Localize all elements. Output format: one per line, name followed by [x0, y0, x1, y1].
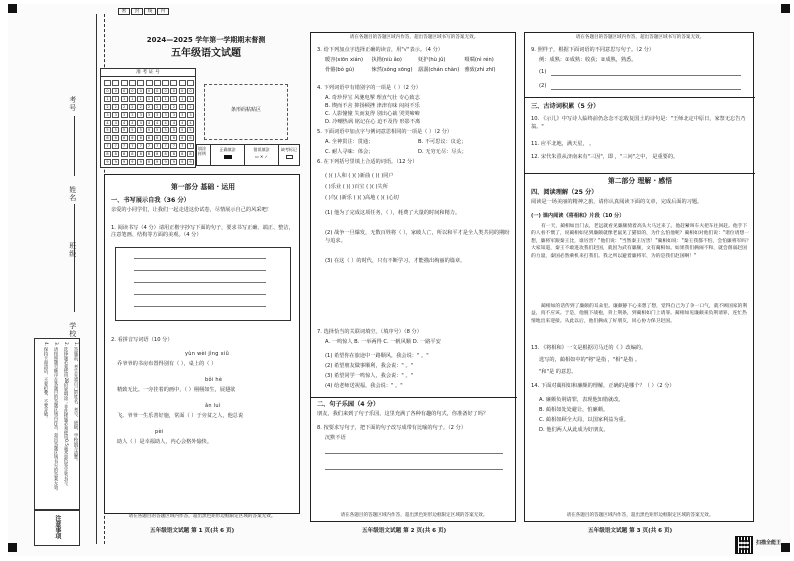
q3-option[interactable]: 嗫嚅(nì rén) [464, 57, 494, 63]
col2-banner-top: 请在各题目的答题区域内作答，超出答题区域书写的答案无效。 [349, 35, 479, 40]
col3-footer: 五年级语文试题 第 3 页(共 6 页) [588, 528, 673, 534]
q3-option[interactable]: 悚然(sǒng sōng) [371, 66, 413, 73]
q8-text: 8. 按要求写句子，把下面的句子改写成带有比喻的句子。（2 分） [317, 425, 467, 431]
admission-bubble[interactable]: 3 [129, 112, 136, 118]
admission-bubble[interactable]: 5 [129, 127, 136, 133]
admission-bubble[interactable]: 8 [104, 151, 111, 157]
q1-writing-box[interactable] [115, 247, 291, 321]
q5-option[interactable]: C. 耐人寻味：体会； [325, 148, 374, 155]
blank-class[interactable] [74, 262, 75, 312]
notice-line: 3. 请按照题号顺序在各题目的答题区域内作答，超出答题区域书写的答案无效。 [53, 342, 58, 494]
admission-bubble[interactable]: 2 [146, 104, 153, 110]
admission-bubble[interactable]: 3 [104, 112, 111, 118]
admission-bubble[interactable]: 1 [170, 96, 177, 102]
admission-bubble[interactable]: 2 [112, 104, 119, 110]
label-school: 学校 [68, 322, 77, 338]
q13-line-3[interactable]: "和"是 的意思。 [539, 369, 577, 375]
q8-sub: 沉默不语 [325, 435, 346, 441]
admission-bubble[interactable]: 9 [146, 159, 153, 165]
q3-option[interactable]: 潺潺(chán chàn) [418, 66, 460, 73]
q9-line-2: (2) [539, 83, 547, 89]
q4-option[interactable]: D. 冷嘲热讽 铭记在心 迫不及待 形影不离 [325, 119, 421, 125]
admission-bubble[interactable]: 4 [129, 120, 136, 126]
q14-option[interactable]: B. 蔺相如处处避让，怕廉颇。 [539, 407, 609, 413]
admission-bubble[interactable] [170, 80, 177, 86]
exam-sheet [8, 4, 790, 556]
q4-option[interactable]: B. 锲而不舍 抑扬顿挫 津津有味 闷闷不乐 [325, 103, 420, 109]
admission-bubble[interactable]: 5 [137, 127, 144, 133]
corner-mark [8, 543, 17, 552]
fill-correct [211, 145, 245, 165]
admission-bubble[interactable]: 8 [162, 151, 169, 157]
admission-bubble[interactable]: 5 [170, 127, 177, 133]
admission-bubble[interactable]: 6 [146, 135, 153, 141]
q7-text: 7. 选择恰当的关联词填空。（填序号）（8 分） [317, 329, 422, 335]
admission-bubble[interactable]: 4 [187, 120, 194, 126]
admission-bubble[interactable]: 9 [129, 159, 136, 165]
admission-bubble[interactable]: 9 [121, 159, 128, 165]
label-class: 班级 [68, 242, 77, 258]
admission-bubble[interactable]: 7 [121, 143, 128, 149]
admission-bubble[interactable]: 3 [137, 112, 144, 118]
admission-bubble[interactable]: 8 [187, 151, 194, 157]
fill-example-table [196, 144, 300, 166]
passage-text-2: 蔺相如的话传到了廉颇的耳朵里。廉颇静下心来想了想，觉得自己为了争一口气，就不顾国家的利益，真不应该。于是，他脱下战袍，背上荆条，到蔺相如门上请罪。蔺相如见廉颇来负荆请罪，连忙热情地出来迎接。从此以后，他们俩成了好朋友，同心协力保卫赵国。 [531, 304, 748, 324]
seal-cell: 密 [118, 8, 130, 15]
seal-cell: 封 [131, 8, 143, 15]
admission-bubble[interactable]: 3 [112, 112, 119, 118]
admission-bubble[interactable]: 7 [187, 143, 194, 149]
col2-footer: 五年级语文试题 第 2 页(共 6 页) [362, 528, 447, 534]
q2-line-3: 飞。爷爷一生乐善好施，常面（ ）于旁贫之人，他总说 [117, 413, 244, 419]
writing-line [134, 306, 266, 307]
notice-line: 1. 答题前，考生先将自己的姓名、考号、班级、学校填写清楚。 [73, 342, 78, 464]
admission-bubble[interactable]: 7 [112, 143, 119, 149]
seal-cells [118, 8, 169, 15]
q3-option[interactable]: 雅致(zhì zhī) [464, 66, 496, 73]
q2-line-2: 精致无比。一旁挂着的画中，（ ）栩栩如生，展翅欲 [117, 387, 236, 393]
notice-line: 2. 选择题必须使用2B铅笔填涂；非选择题必须使用0.5毫米黑色签字笔书写。 [63, 342, 68, 489]
admission-bubble[interactable]: 0 [112, 88, 119, 94]
admission-bubble[interactable]: 7 [104, 143, 111, 149]
fill-correct-label: 正确填涂 [219, 147, 236, 152]
admission-bubble[interactable]: 1 [162, 96, 169, 102]
admission-bubble[interactable]: 9 [154, 159, 161, 165]
q3-text: 3. 给下列加点字选择正确的读音，用"√"表示。（4 分） [317, 47, 443, 53]
q8-answer-line[interactable] [325, 469, 503, 470]
admission-bubble[interactable]: 0 [121, 88, 128, 94]
admission-bubble[interactable]: 7 [137, 143, 144, 149]
col2-divider [311, 397, 517, 398]
admission-bubble[interactable]: 3 [187, 112, 194, 118]
q12-text: 12. 宋代朱熹从济南来有"三因"，即 ，"三问"之中， 是重要的。 [531, 154, 679, 160]
corner-mark [781, 543, 790, 552]
admission-bubble[interactable]: 3 [121, 112, 128, 118]
q6-row[interactable]: ( )鸟( )新乐 ( )( )高地 ( )( )心切 [325, 195, 399, 201]
admission-bubble[interactable]: 0 [146, 88, 153, 94]
q6-sentence-1[interactable]: (1) 他为了完成这项任务，（ ），耗费了大量的时间和精力。 [325, 210, 461, 216]
admission-bubble[interactable]: 5 [162, 127, 169, 133]
admission-bubble[interactable]: 3 [170, 112, 177, 118]
col3-divider [525, 173, 755, 174]
q2-line-4: 助人（ ）是幸福助人，内心会格外愉快。 [117, 439, 213, 445]
column-2 [310, 32, 516, 522]
admission-bubble[interactable]: 4 [104, 120, 111, 126]
col3-banner: 请在各题目的答题区域内作答，超出黑色矩形边框限定区域的答案无效。 [566, 513, 714, 518]
pinyin-3: ǎn luì [205, 403, 221, 409]
admission-bubble[interactable]: 2 [121, 104, 128, 110]
admission-bubble[interactable]: 4 [137, 120, 144, 126]
q14-options [539, 395, 629, 435]
blank-exam-number[interactable] [74, 116, 75, 176]
admission-bubble[interactable]: 8 [112, 151, 119, 157]
binding-line [96, 14, 97, 544]
admission-bubble[interactable] [121, 80, 128, 86]
admission-bubble[interactable]: 7 [129, 143, 136, 149]
admission-bubble[interactable]: 4 [154, 120, 161, 126]
q14-option[interactable]: C. 蔺相如顾全大局，以国家利益为重。 [539, 417, 629, 423]
reading-intro: 阅读是一场美丽的精神之旅，请你认真阅读下面的文章，完成后面的习题。 [531, 199, 703, 205]
admission-bubble[interactable]: 0 [179, 88, 186, 94]
admission-bubble[interactable]: 6 [104, 135, 111, 141]
qr-caption: 扫描全能王 [756, 540, 782, 546]
label-name: 姓名 [68, 186, 77, 202]
q8-answer-line[interactable] [325, 453, 503, 454]
absent-box[interactable] [286, 155, 293, 159]
writing-line [134, 270, 266, 271]
part2-title: 第二部分 理解 · 感悟 [607, 177, 673, 185]
section2-intro: 朋友，我们来到了句子乐园，这里充满了各种有趣的句式，你准备好了吗？ [317, 411, 489, 417]
q3-option[interactable]: 骨骼(bó gú) [325, 66, 355, 73]
admission-bubble[interactable]: 8 [146, 151, 153, 157]
admission-bubble[interactable] [129, 80, 136, 86]
col1-answer-box [104, 174, 300, 514]
admission-bubble[interactable]: 2 [137, 104, 144, 110]
admission-bubble[interactable]: 4 [121, 120, 128, 126]
part1-title: 第一部分 基础 · 运用 [170, 183, 236, 191]
admission-bubble[interactable]: 2 [154, 104, 161, 110]
admission-bubble[interactable]: 7 [146, 143, 153, 149]
admission-bubble[interactable]: 9 [179, 159, 186, 165]
admission-bubble[interactable]: 2 [170, 104, 177, 110]
q3-option[interactable]: 暖容(xiōn xián) [325, 57, 364, 63]
column-1 [106, 8, 300, 522]
wrong-marks: ▭ ✕ ✓ [254, 154, 269, 159]
admission-bubble[interactable]: 4 [179, 120, 186, 126]
admission-bubble[interactable]: 0 [104, 88, 111, 94]
q10-text: 10. 《示儿》中写诗人临终前仍念念不忘收复国土的诗句是："王师北定中原日，家祭无忘告乃翁。" [531, 116, 746, 130]
admission-bubble[interactable]: 5 [112, 127, 119, 133]
qr-code [735, 536, 753, 554]
admission-bubble[interactable]: 1 [104, 96, 111, 102]
admission-bubble[interactable]: 6 [179, 135, 186, 141]
admission-bubble[interactable]: 7 [162, 143, 169, 149]
admission-bubble[interactable]: 6 [187, 135, 194, 141]
admission-bubble[interactable]: 9 [162, 159, 169, 165]
q14-option[interactable]: A. 廉颇负荆请罪，表现他知错就改。 [539, 397, 624, 403]
corner-mark [781, 4, 790, 13]
barcode-area [204, 84, 288, 140]
q6-row[interactable]: ( )( )人和 ( )( )新曲 ( )( )同户 [325, 173, 394, 179]
q14-text: 14. 下面对蔺相如和廉颇的理解，正确的是哪个？（ ）（2 分） [531, 383, 675, 389]
q3-option[interactable]: 妩护(hù jǔ) [418, 57, 446, 63]
q7-item[interactable]: (1) 希望你在旅途中一路顺风，我会说：" 。" [325, 353, 429, 359]
admission-bubble[interactable] [154, 80, 161, 86]
pinyin-2: bǒi hè [205, 377, 223, 383]
col1-footer: 五年级语文试题 第 1 页(共 6 页) [150, 528, 235, 534]
admission-bubble[interactable]: 4 [112, 120, 119, 126]
q9-example: 例：成熟：①成熟：收获；②成熟，熟悉。 [539, 57, 637, 63]
q9-line-1: (1) [539, 69, 547, 75]
admission-bubble[interactable]: 9 [187, 159, 194, 165]
q9-answer-line[interactable] [551, 75, 741, 76]
admission-bubble[interactable]: 3 [146, 112, 153, 118]
q5-option[interactable]: B. 不可思议：议论； [418, 139, 467, 145]
admission-bubble[interactable]: 5 [121, 127, 128, 133]
admission-bubble[interactable]: 8 [137, 151, 144, 157]
q7-item[interactable]: (3) 希望同学一鸣惊人，我会说：" 。" [325, 373, 414, 379]
q9-answer-line[interactable] [551, 89, 741, 90]
q1-text: 1. 阅读书写（4 分）请用正楷字抄写下面的句子，要求书写正确、端正、整洁，注意笔画、结构等方面的美观。（4 分） [111, 225, 294, 238]
admission-bubble[interactable]: 0 [187, 88, 194, 94]
admission-bubble[interactable]: 0 [137, 88, 144, 94]
exam-title: 五年级语文试题 [171, 48, 241, 59]
q5-option[interactable]: A. 全神贯注：贯通； [325, 139, 374, 145]
q9-text: 9. 照样子，根据下面词语的不同意思写句子。（2 分） [531, 47, 655, 53]
admission-bubble[interactable]: 9 [137, 159, 144, 165]
admission-bubble[interactable]: 1 [112, 96, 119, 102]
col2-banner: 请在各题目的答题区域内作答，超出黑色矩形边框限定区域的答案无效。 [340, 513, 488, 518]
admission-bubble[interactable]: 3 [179, 112, 186, 118]
q5-option[interactable]: D. 无穷无尽：尽头； [418, 148, 467, 155]
admission-bubble[interactable]: 0 [170, 88, 177, 94]
admission-bubble[interactable]: 7 [154, 143, 161, 149]
barcode-label: 条形码粘贴区 [230, 107, 261, 113]
admission-grid [100, 68, 196, 168]
admission-bubble[interactable]: 5 [154, 127, 161, 133]
q13-line-2[interactable]: 选写的，蔺相如中的"将"是指 ，"相"是指 。 [539, 357, 641, 363]
admission-bubble[interactable]: 5 [104, 127, 111, 133]
pinyin-1: yùn wèi jìng xiǔ [185, 351, 230, 357]
section1-title: 一、书写展示自我（36 分） [111, 197, 190, 204]
admission-bubble[interactable]: 8 [129, 151, 136, 157]
passage-title: (一) 课内阅读《将相和》片段（10 分） [531, 213, 625, 219]
admission-bubble[interactable]: 0 [162, 88, 169, 94]
writing-line [134, 282, 266, 283]
notice-box [34, 338, 80, 510]
admission-bubble[interactable]: 8 [170, 151, 177, 157]
intro-text: 亲爱的小同学们，让我们一起走进这份试卷，尽情展示自己的风采吧！ [111, 207, 272, 213]
admission-bubble[interactable]: 3 [162, 112, 169, 118]
admission-bubble[interactable]: 1 [154, 96, 161, 102]
q6-row[interactable]: ( )乐业 ( )( )百宝 ( )( )失所 [325, 184, 388, 190]
admission-bubble[interactable]: 6 [121, 135, 128, 141]
q6-blanks [325, 171, 399, 204]
admission-bubble[interactable]: 4 [146, 120, 153, 126]
q14-option[interactable]: D. 他们两人从此成为好朋友。 [539, 427, 609, 433]
admission-bubble[interactable] [179, 80, 186, 86]
col3-banner-top: 请在各题目的答题区域内作答，超出答题区域书写的答案无效。 [575, 35, 705, 40]
passage-text: 有一天，蔺相如出门去，老远就看见廉颇骑着高头大马过来了。他赶紧叫车夫把车往回赶。他手下的人看不惯了，说蔺相如见到廉颇就像老鼠见了猫似的，为什么怕他呢？蔺相如对他们说："诸位请想一想，廉将军跟秦王比，谁厉害？"他们说："当然秦王厉害！"蔺相如说："秦王我都不怕，会怕廉将军吗？大家知道，秦王不敢进攻我们赵国，就因为武有廉颇，文有蔺相如。如果我们俩闹不和，就会削弱赵国的力量，秦国必然乘机来打我们。我之所以避着廉将军，为的是我们赵国啊！" [531, 224, 751, 259]
admission-bubble[interactable]: 8 [121, 151, 128, 157]
fill-example-label: 填涂样例 [197, 145, 211, 165]
admission-bubble[interactable]: 9 [104, 159, 111, 165]
admission-bubble[interactable]: 4 [170, 120, 177, 126]
seal-cell: 线 [144, 8, 156, 15]
admission-bubble[interactable]: 2 [179, 104, 186, 110]
admission-bubble[interactable]: 2 [104, 104, 111, 110]
admission-bubble[interactable]: 5 [187, 127, 194, 133]
admission-bubble[interactable] [112, 80, 119, 86]
admission-bubble[interactable]: 2 [129, 104, 136, 110]
admission-bubble[interactable]: 5 [179, 127, 186, 133]
q4-text: 4. 下列词语中有错别字的一项是（ ）（2 分） [317, 85, 421, 91]
admission-bubble[interactable]: 9 [170, 159, 177, 165]
corner-mark [8, 4, 17, 13]
notice-title: 注意事项 [53, 515, 61, 539]
admission-bubble[interactable] [137, 80, 144, 86]
q5-options [325, 139, 511, 155]
fill-wrong [245, 145, 279, 165]
fill-wrong-label: 错误填涂 [253, 147, 270, 152]
q3-options [325, 57, 511, 73]
admission-bubble[interactable]: 1 [121, 96, 128, 102]
admission-bubble[interactable]: 2 [162, 104, 169, 110]
admission-bubble[interactable]: 2 [187, 104, 194, 110]
admission-bubble[interactable] [162, 80, 169, 86]
admission-bubble[interactable]: 6 [170, 135, 177, 141]
admission-bubble[interactable]: 1 [187, 96, 194, 102]
admission-bubble[interactable]: 6 [154, 135, 161, 141]
q2-line-1: 乔爷爷的书房布置得别有（ ），桌上的（ ） [117, 361, 217, 367]
q6-sentence-2[interactable]: (2) 战争一旦爆发，无数百姓将（ ），家破人亡，所以和平才是全人类共同的期盼与追求。 [325, 230, 510, 244]
admission-bubble[interactable]: 6 [112, 135, 119, 141]
notice-title-box [34, 510, 80, 546]
admission-bubble[interactable]: 4 [162, 120, 169, 126]
section2-title: 二、句子乐园（4 分） [317, 401, 380, 408]
writing-line [134, 258, 266, 259]
label-exam-number: 考号 [68, 96, 77, 112]
q2-text: 2. 看拼音写词语（10 分） [111, 337, 173, 343]
section4-title: 四、阅读理解（25 分） [531, 189, 598, 196]
admission-bubble[interactable]: 0 [129, 88, 136, 94]
q7-item[interactable]: (2) 希望朋友做事顺利，我会说：" 。" [325, 363, 414, 369]
q11-text: 11. 应平北地，满天星， 。 [531, 141, 595, 147]
admission-bubble[interactable]: 6 [162, 135, 169, 141]
q7-options: A. 一鸣惊人 B. 一举两得 C. 一帆风顺 D. 一路平安 [325, 339, 441, 345]
q6-sentence-3[interactable]: (3) 在这（ ）的时代，只有不断学习，才能描出绚丽的篇章。 [325, 258, 466, 264]
filled-mark [224, 155, 232, 159]
admission-bubble[interactable]: 5 [146, 127, 153, 133]
admission-grid-title: 准 考 证 号 [101, 69, 195, 77]
admission-bubble[interactable]: 6 [137, 135, 144, 141]
writing-line [134, 294, 266, 295]
q4-option[interactable]: A. 奇珍异宝 风驰电掣 理直气壮 专心致志 [325, 95, 420, 101]
column-3 [524, 32, 754, 522]
admission-bubbles[interactable] [101, 77, 195, 167]
fill-absent [279, 145, 299, 165]
col3-divider [525, 97, 755, 98]
section3-title: 三、古诗词积累（5 分） [531, 103, 600, 110]
q6-text: 6. 在下列括号里填上合适的词语。（12 分） [317, 159, 418, 165]
q3-option[interactable]: 执拗(niù ǎo) [371, 57, 402, 63]
admission-bubble[interactable]: 7 [179, 143, 186, 149]
admission-bubble[interactable]: 8 [179, 151, 186, 157]
admission-bubble[interactable]: 1 [146, 96, 153, 102]
col1-banner: 请在各题目的答题区域内作答，超出黑色矩形边框限定区域的答案无效。 [128, 514, 276, 519]
admission-bubble[interactable]: 1 [137, 96, 144, 102]
admission-bubble[interactable]: 3 [154, 112, 161, 118]
admission-bubble[interactable]: 6 [129, 135, 136, 141]
admission-bubble[interactable]: 7 [170, 143, 177, 149]
admission-bubble[interactable]: 1 [129, 96, 136, 102]
q13-text: 13. 《将相和》一文是根据司马迁的《 》改编的。 [531, 345, 647, 351]
q4-option[interactable]: C. 人影憧憧 失而复得 别出心裁 哭哭啼啼 [325, 111, 420, 117]
admission-bubble[interactable] [187, 80, 194, 86]
q7-items [325, 351, 429, 391]
admission-bubble[interactable] [146, 80, 153, 86]
q5-text: 5. 下面词语中加点字与例词意思相同的一项是（ ）（2 分） [317, 129, 453, 135]
q4-options [325, 94, 420, 126]
exam-year: 2024—2025 学年第一学期期末督测 [146, 36, 266, 44]
admission-bubble[interactable]: 8 [154, 151, 161, 157]
admission-bubble[interactable]: 1 [179, 96, 186, 102]
fill-absent-label: 缺考标记 [281, 147, 297, 152]
pinyin-4: pèi [155, 429, 164, 435]
q7-item[interactable]: (4) 给老师送祝福，我会说：" 。" [325, 383, 403, 389]
admission-bubble[interactable]: 9 [112, 159, 119, 165]
seal-cell: 内 [157, 8, 169, 15]
admission-bubble[interactable] [104, 80, 111, 86]
notice-line: 4. 保持卡面清洁，不要折叠、不要弄破。 [43, 342, 48, 421]
admission-bubble[interactable]: 0 [154, 88, 161, 94]
